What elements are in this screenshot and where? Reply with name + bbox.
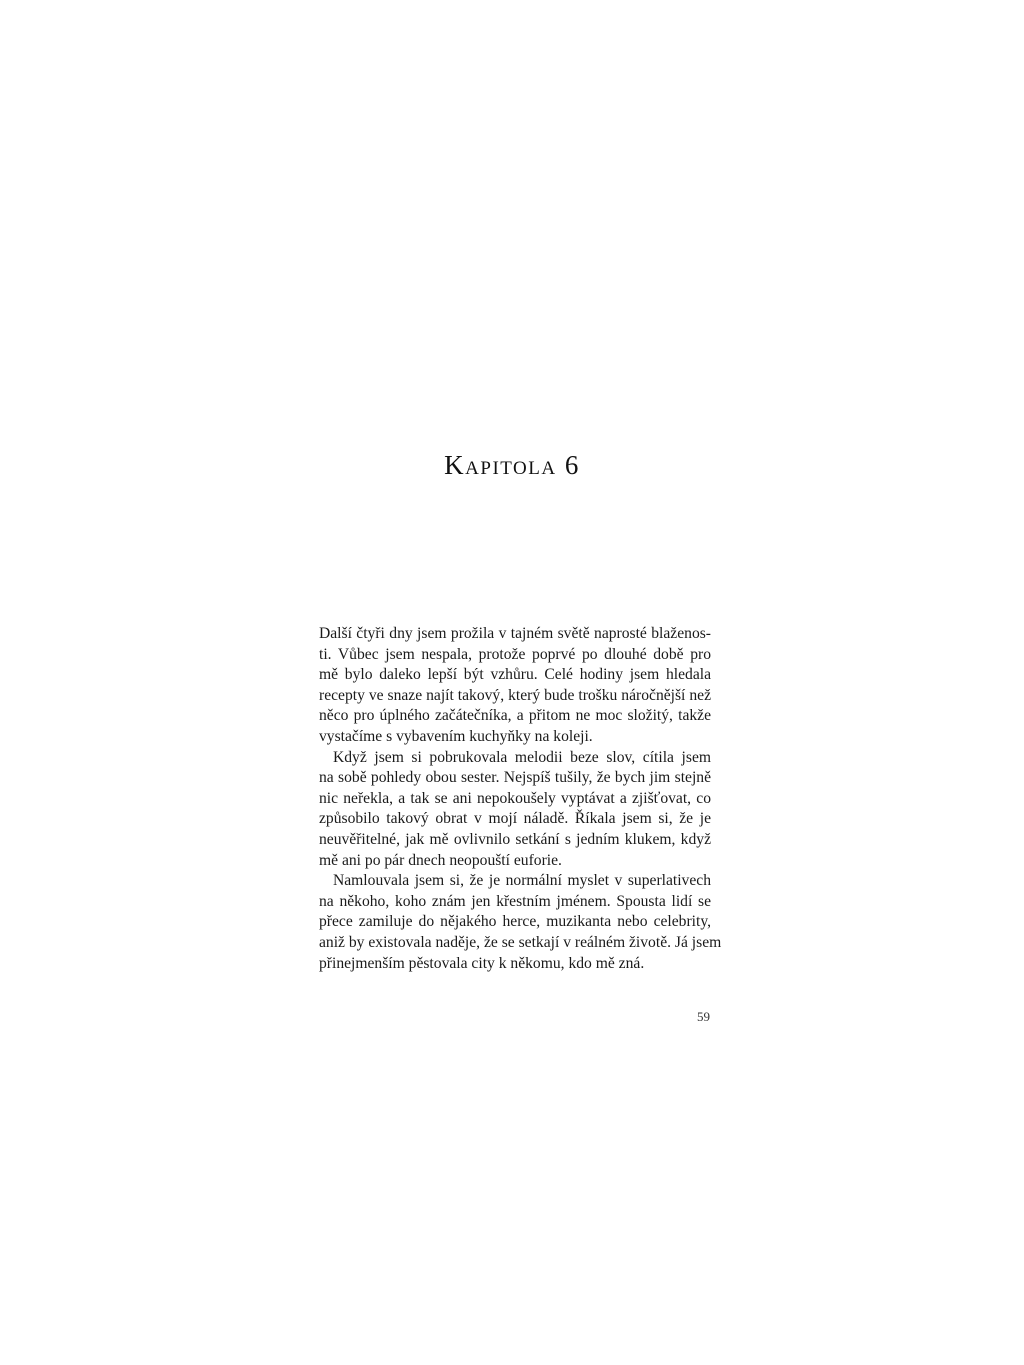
paragraph-1 — [319, 624, 711, 748]
text-line: vystačíme s vybavením kuchyňky na koleji. — [319, 727, 593, 745]
text-line: Další čtyři dny jsem prožila v tajném světě naprosté blaženos- — [319, 625, 711, 642]
text-line: neuvěřitelné, jak mě ovlivnilo setkání s jedním klukem, když — [319, 830, 711, 848]
text-line: ti. Vůbec jsem nespala, protože poprvé po dlouhé době pro — [319, 645, 711, 663]
paragraph-2 — [319, 748, 711, 872]
chapter-title — [0, 450, 1024, 481]
text-line: mě bylo daleko lepší být vzhůru. Celé hodiny jsem hledala — [319, 666, 711, 684]
text-line: recepty ve snaze najít takový, který bude trošku náročnější než — [319, 686, 711, 704]
text-line: aniž by existovala naděje, že se setkají v reálném životě. Já jsem — [319, 933, 722, 951]
text-line: na sobě pohledy obou sester. Nejspíš tušily, že bych jim stejně — [319, 769, 711, 787]
text-line: nic neřekla, a tak se ani nepokoušely vyptávat a zjišťovat, co — [319, 789, 711, 807]
text-line: něco pro úplného začátečníka, a přitom ne moc složitý, takže — [319, 707, 711, 725]
text-line: způsobilo takový obrat v mojí náladě. Říkala jsem si, že je — [319, 810, 711, 828]
text-line: přinejmenším pěstovala city k někomu, kdo mě zná. — [319, 954, 645, 972]
chapter-title-text: Kapitola 6 — [444, 450, 580, 480]
paragraph-3 — [319, 871, 722, 974]
page-number: 59 — [697, 1009, 710, 1024]
text-line: přece zamiluje do nějakého herce, muzikanta nebo celebrity, — [319, 913, 711, 931]
text-line: na někoho, koho znám jen křestním jménem. Spousta lidí se — [319, 892, 711, 910]
text-line: Když jsem si pobrukovala melodii beze slov, cítila jsem — [333, 748, 711, 766]
text-line: mě ani po pár dnech neopouští euforie. — [319, 851, 562, 869]
chapter-body — [319, 624, 722, 974]
text-line: Namlouvala jsem si, že je normální myslet v superlativech — [333, 872, 711, 890]
